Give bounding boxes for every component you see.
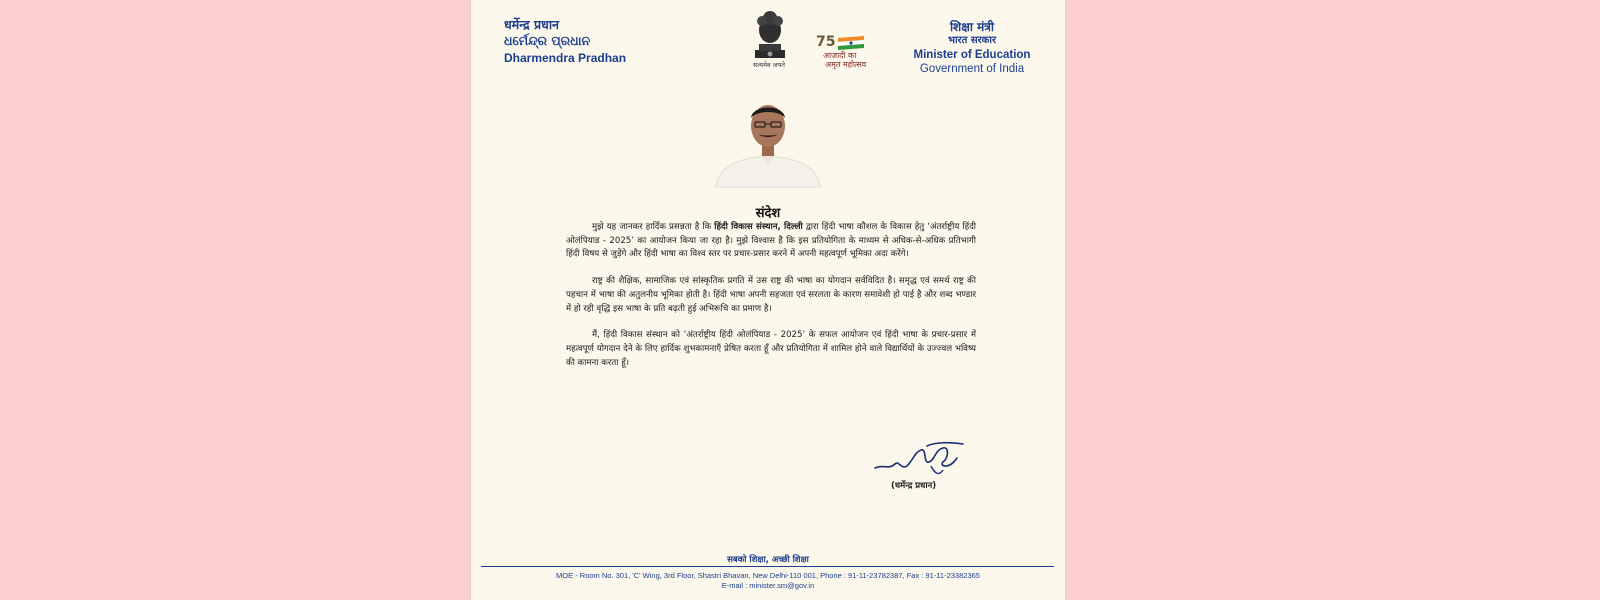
message-paragraph-1: मुझे यह जानकर हार्दिक प्रसन्नता है कि हिंदी विकास संस्थान, दिल्ली द्वारा हिंदी भाषा कौशल के विकास हेतु ‘अंतर्राष्ट्रीय हिंदी ओलंपियाड - 2025’ का आयोजन किया जा रहा है। मुझे विश्वास है कि इस प्रतियोगिता के माध्यम से अधिक-से-अधिक प्रतिभागी हिंदी विषय से जुड़ेंगे और हिंदी भाषा का विश्व स्तर पर प्रचार-प्रसार करने में अपनी महत्वपूर्ण भूमिका अदा करेंगे।	[566, 222, 976, 260]
message-paragraph-3: मैं, हिंदी विकास संस्थान को ‘अंतर्राष्ट्रीय हिंदी ओलंपियाड - 2025’ के सफल आयोजन एवं हिंदी भाषा के प्रचार-प्रसार में महत्वपूर्ण योगदान देने के लिए हार्दिक शुभकामनाएँ प्रेषित करता हूँ और प्रतियोगिता में शामिल होने वाले विद्यार्थियों के उज्ज्वल भविष्य की कामना करता हूँ।	[566, 330, 976, 368]
govt-english: Government of India	[919, 63, 1025, 75]
message-paragraph-2: राष्ट्र की शैक्षिक, सामाजिक एवं सांस्कृतिक प्रगति में उस राष्ट्र की भाषा का योगदान सर्वविदित है। समृद्ध एवं समर्थ राष्ट्र की पहचान में भाषा की अतुलनीय भूमिका होती है। हिंदी भाषा अपनी सहजता एवं सरलता के कारण समावेशी हो पाई है और शब्द भण्डार में हो रही वृद्धि इस भाषा के प्रति बढ़ती हुई अभिरूचि का प्रमाण है।	[566, 276, 976, 314]
footer-email: E-mail : minister.sm@gov.in	[721, 581, 815, 590]
handwritten-signature	[869, 440, 967, 484]
emblem-motto: सत्यमेव जयते	[753, 61, 785, 69]
message-body	[566, 221, 976, 383]
minister-name-block	[504, 17, 626, 66]
footer-tagline: सबको शिक्षा, अच्छी शिक्षा	[727, 555, 809, 565]
azadi-line1: आज़ादी का	[823, 51, 857, 60]
govt-hindi: भारत सरकार	[947, 35, 997, 46]
title-english: Minister of Education	[913, 49, 1031, 61]
ministry-title-block	[897, 20, 1047, 76]
message-title: संदेश	[755, 206, 781, 221]
name-english: Dharmendra Pradhan	[504, 51, 627, 65]
footer-divider	[481, 566, 1054, 567]
signatory-name: (धर्मेन्द्र प्रधान)	[891, 481, 937, 491]
title-hindi: शिक्षा मंत्री	[949, 20, 995, 34]
footer-address: MOE - Room No. 301, 'C' Wing, 3rd Floor, Shastri Bhavan, New Delhi-110 001, Phone : 91-11-23782387, Fax : 91-11-23382365	[556, 571, 980, 580]
azadi-line2: अमृत महोत्सव	[825, 60, 867, 69]
name-hindi: धर्मेन्द्र प्रधान	[504, 17, 559, 32]
letter-page	[471, 0, 1065, 600]
organization-name: हिंदी विकास संस्थान, दिल्ली	[714, 222, 803, 232]
svg-text:75: 75	[816, 34, 836, 50]
name-odia: ଧର୍ମେନ୍ଦ୍ର ପ୍ରଧାନ	[504, 33, 591, 48]
minister-portrait	[708, 96, 828, 188]
